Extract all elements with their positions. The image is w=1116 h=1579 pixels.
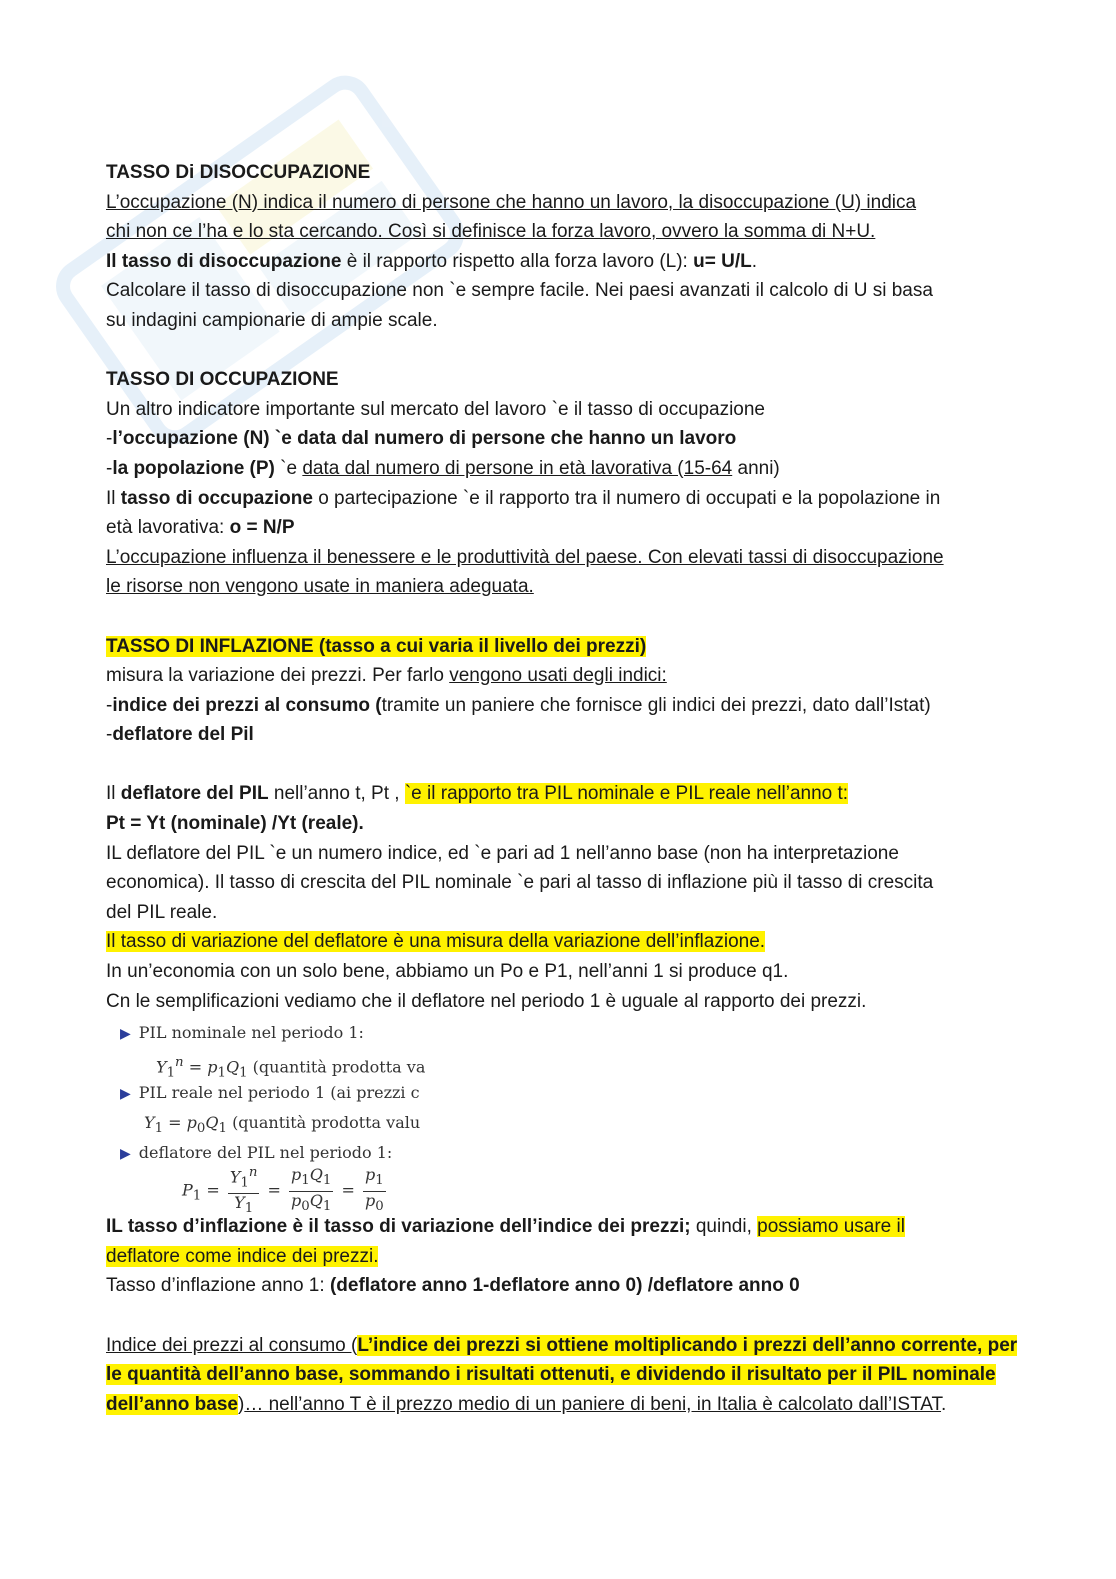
paragraph-line: su indagini campionarie di ampie scale. <box>106 309 438 331</box>
paragraph-line: L’occupazione (N) indica il numero di persone che hanno un lavoro, la disoccupazione (U) indica <box>106 191 917 213</box>
paragraph-line: misura la variazione dei prezzi. Per farlo vengono usati degli indici: <box>106 665 667 687</box>
paragraph-line: Tasso d’inflazione anno 1: (deflatore anno 1-deflatore anno 0) /deflatore anno 0 <box>106 1275 800 1297</box>
paragraph-line: -la popolazione (P) `e data dal numero di persone in età lavorativa (15-64 anni) <box>106 457 780 479</box>
math-bullet: ▶ PIL reale nel periodo 1 (ai prezzi c <box>120 1083 420 1103</box>
paragraph-line: del PIL reale. <box>106 901 218 923</box>
paragraph-line: Il deflatore del PIL nell’anno t, Pt , `e il rapporto tra PIL nominale e PIL reale nell’anno t: <box>106 783 849 805</box>
math-image <box>106 1016 1011 1216</box>
paragraph-line: Un altro indicatore importante sul mercato del lavoro `e il tasso di occupazione <box>106 398 765 420</box>
paragraph-line: Indice dei prezzi al consumo (L’indice dei prezzi si ottiene moltiplicando i prezzi dell’anno corrente, per <box>106 1334 1018 1356</box>
paragraph-line: età lavorativa: o = N/P <box>106 517 295 539</box>
math-equation: $Y_1^n = p_1Q_1$ (quantità prodotta va <box>156 1055 426 1081</box>
paragraph-line: IL deflatore del PIL `e un numero indice, ed `e pari ad 1 nell’anno base (non ha interpretazione <box>106 842 899 864</box>
paragraph-line: chi non ce l’ha e lo sta cercando. Così si definisce la forza lavoro, ovvero la somma di N+U. <box>106 221 876 243</box>
paragraph-line: economica). Il tasso di crescita del PIL nominale `e pari al tasso di inflazione più il tasso di crescita <box>106 872 934 894</box>
section-title-inflazione: TASSO DI INFLAZIONE (tasso a cui varia il livello dei prezzi) <box>106 635 647 657</box>
document-page <box>106 158 1018 1419</box>
math-bullet: ▶ deflatore del PIL nel periodo 1: <box>120 1143 393 1163</box>
paragraph-line: le quantità dell’anno base, sommando i risultati ottenuti, e dividendo il risultato per il PIL nominale <box>106 1364 996 1386</box>
math-fraction-equation: $P_1$ = $\frac{Y_1^n}{Y_1}$ = $\frac{p_1Q_1}{p_0Q_1}$ = $\frac{p_1}{p_0}$ <box>182 1165 384 1216</box>
paragraph-line: le risorse non vengono usate in maniera adeguata. <box>106 576 534 598</box>
paragraph-line: In un’economia con un solo bene, abbiamo un Po e P1, nell’anni 1 si produce q1. <box>106 961 789 983</box>
paragraph-line: -l’occupazione (N) `e data dal numero di persone che hanno un lavoro <box>106 428 737 450</box>
paragraph-line: Calcolare il tasso di disoccupazione non `e sempre facile. Nei paesi avanzati il calcolo di U si basa <box>106 280 933 302</box>
paragraph-line: Il tasso di variazione del deflatore è una misura della variazione dell’inflazione. <box>106 931 766 953</box>
math-bullet: ▶ PIL nominale nel periodo 1: <box>120 1023 364 1043</box>
paragraph-line: Il tasso di disoccupazione è il rapporto rispetto alla forza lavoro (L): u= U/L. <box>106 250 757 272</box>
math-equation: $Y_1 = p_0Q_1$ (quantità prodotta valu <box>144 1113 421 1137</box>
paragraph-line: -indice dei prezzi al consumo (tramite un paniere che fornisce gli indici dei prezzi, dato dall’Istat) <box>106 694 931 716</box>
section-title-occupazione: TASSO DI OCCUPAZIONE <box>106 369 339 391</box>
paragraph-line: Cn le semplificazioni vediamo che il deflatore nel periodo 1 è uguale al rapporto dei prezzi. <box>106 990 867 1012</box>
paragraph-line: IL tasso d’inflazione è il tasso di variazione dell’indice dei prezzi; quindi, possiamo usare il <box>106 1216 905 1238</box>
paragraph-line: Il tasso di occupazione o partecipazione `e il rapporto tra il numero di occupati e la popolazione in <box>106 487 941 509</box>
triangle-bullet-icon: ▶ <box>120 1086 131 1103</box>
triangle-bullet-icon: ▶ <box>120 1026 131 1043</box>
paragraph-line: deflatore come indice dei prezzi. <box>106 1245 379 1267</box>
paragraph-line: dell’anno base)… nell’anno T è il prezzo medio di un paniere di beni, in Italia è calcolato dall’ISTAT. <box>106 1393 947 1415</box>
triangle-bullet-icon: ▶ <box>120 1146 131 1163</box>
paragraph-line: -deflatore del Pil <box>106 724 254 746</box>
formula-line: Pt = Yt (nominale) /Yt (reale). <box>106 813 364 835</box>
paragraph-line: L’occupazione influenza il benessere e le produttività del paese. Con elevati tassi di disoccupazione <box>106 546 944 568</box>
section-title-disoccupazione: TASSO Di DISOCCUPAZIONE <box>106 162 371 183</box>
